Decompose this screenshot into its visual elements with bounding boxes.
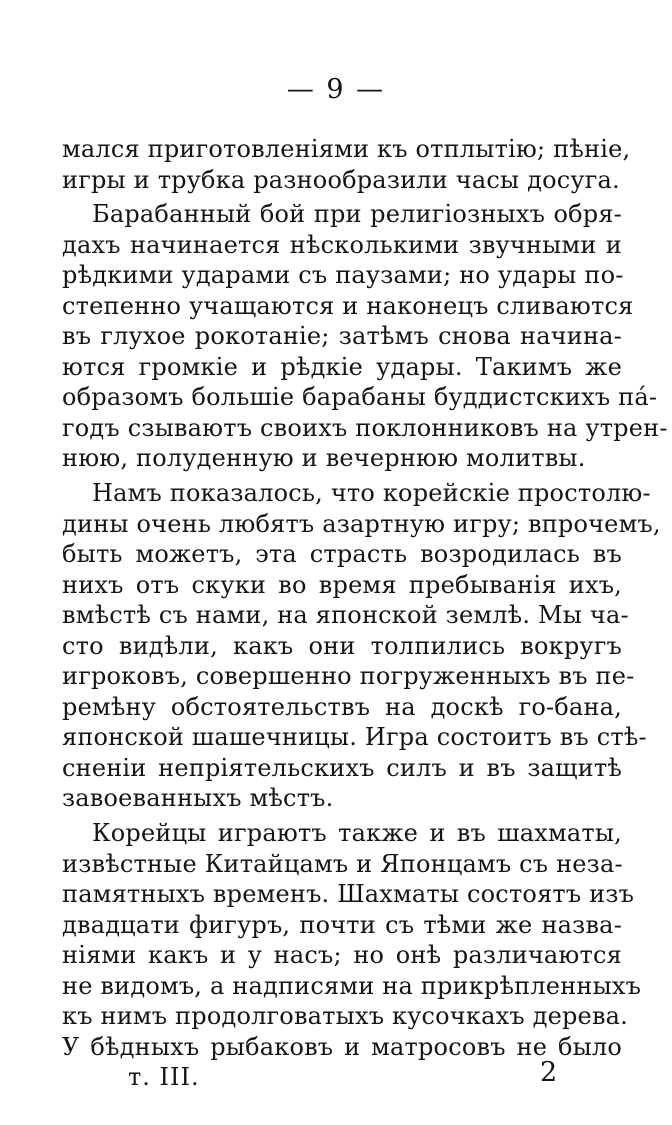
paragraph [62, 134, 631, 195]
body-text [62, 134, 668, 1062]
text-line: извѣстные Китайцамъ и Японцамъ съ неза- [62, 849, 623, 878]
text-line: быть можетъ, эта страсть возродилась въ [62, 540, 622, 569]
text-line: нюю, полуденную и вечернюю молитвы. [62, 444, 586, 473]
text-line: Корейцы играютъ также и въ шахматы, [92, 819, 622, 848]
text-line: рѣдкими ударами съ паузами; но удары по- [62, 261, 624, 290]
paragraph [62, 478, 661, 814]
text-line: Барабанный бой при религіозныхъ обря- [92, 200, 622, 229]
text-line: ются громкіе и рѣдкіе удары. Такимъ же [62, 352, 622, 381]
text-line: сненіи непріятельскихъ силъ и въ защитѣ [62, 753, 622, 782]
paragraph [62, 199, 668, 474]
text-line: ніями какъ и у насъ; но онѣ различаются [62, 941, 622, 970]
text-line: степенно учащаются и наконецъ сливаются [62, 291, 634, 320]
text-line: Намъ показалось, что корейскіе простолю- [92, 479, 651, 508]
text-line: мался приготовленіями къ отплытію; пѣніе, [62, 135, 631, 163]
page-number: — 9 — [286, 74, 386, 105]
text-line: завоеванныхъ мѣстъ. [62, 784, 334, 813]
text-line: памятныхъ временъ. Шахматы состоятъ изъ [62, 880, 635, 909]
text-line: образомъ большіе барабаны буддистскихъ па́- [62, 383, 658, 412]
paragraph [62, 818, 642, 1062]
text-line: въ глухое рокотаніе; затѣмъ снова начина- [62, 322, 622, 351]
text-line: дины очень любятъ азартную игру; впрочемъ, [62, 509, 661, 538]
text-line: дахъ начинается нѣсколькими звучными и [62, 230, 622, 259]
page-footer [0, 1057, 672, 1099]
text-line: двадцати фигуръ, почти съ тѣми же назва- [62, 910, 622, 939]
text-line: сто видѣли, какъ они толпились вокругъ [62, 631, 622, 660]
text-line: къ нимъ продолговатыхъ кусочкахъ дерева. [62, 1002, 629, 1031]
text-line: ремѣну обстоятельствъ на доскѣ го-бана, [62, 692, 622, 721]
text-line: вмѣстѣ съ нами, на японской землѣ. Мы ча- [62, 601, 629, 630]
text-line: годъ сзываютъ своихъ поклонниковъ на утрен- [62, 413, 668, 442]
signature-mark: 2 [540, 1057, 558, 1088]
text-line: игроковъ, совершенно погруженныхъ въ пе- [62, 662, 635, 691]
volume-mark: т. III. [128, 1063, 200, 1091]
text-line: игры и трубка разнообразили часы досуга. [62, 165, 620, 194]
text-line: не видомъ, а надписями на прикрѣпленныхъ [62, 971, 642, 1000]
text-line: японской шашечницы. Игра состоитъ въ стѣ- [62, 723, 647, 752]
text-line: У бѣдныхъ рыбаковъ и матросовъ не было [62, 1032, 622, 1061]
text-line: нихъ отъ скуки во время пребыванія ихъ, [62, 570, 622, 599]
